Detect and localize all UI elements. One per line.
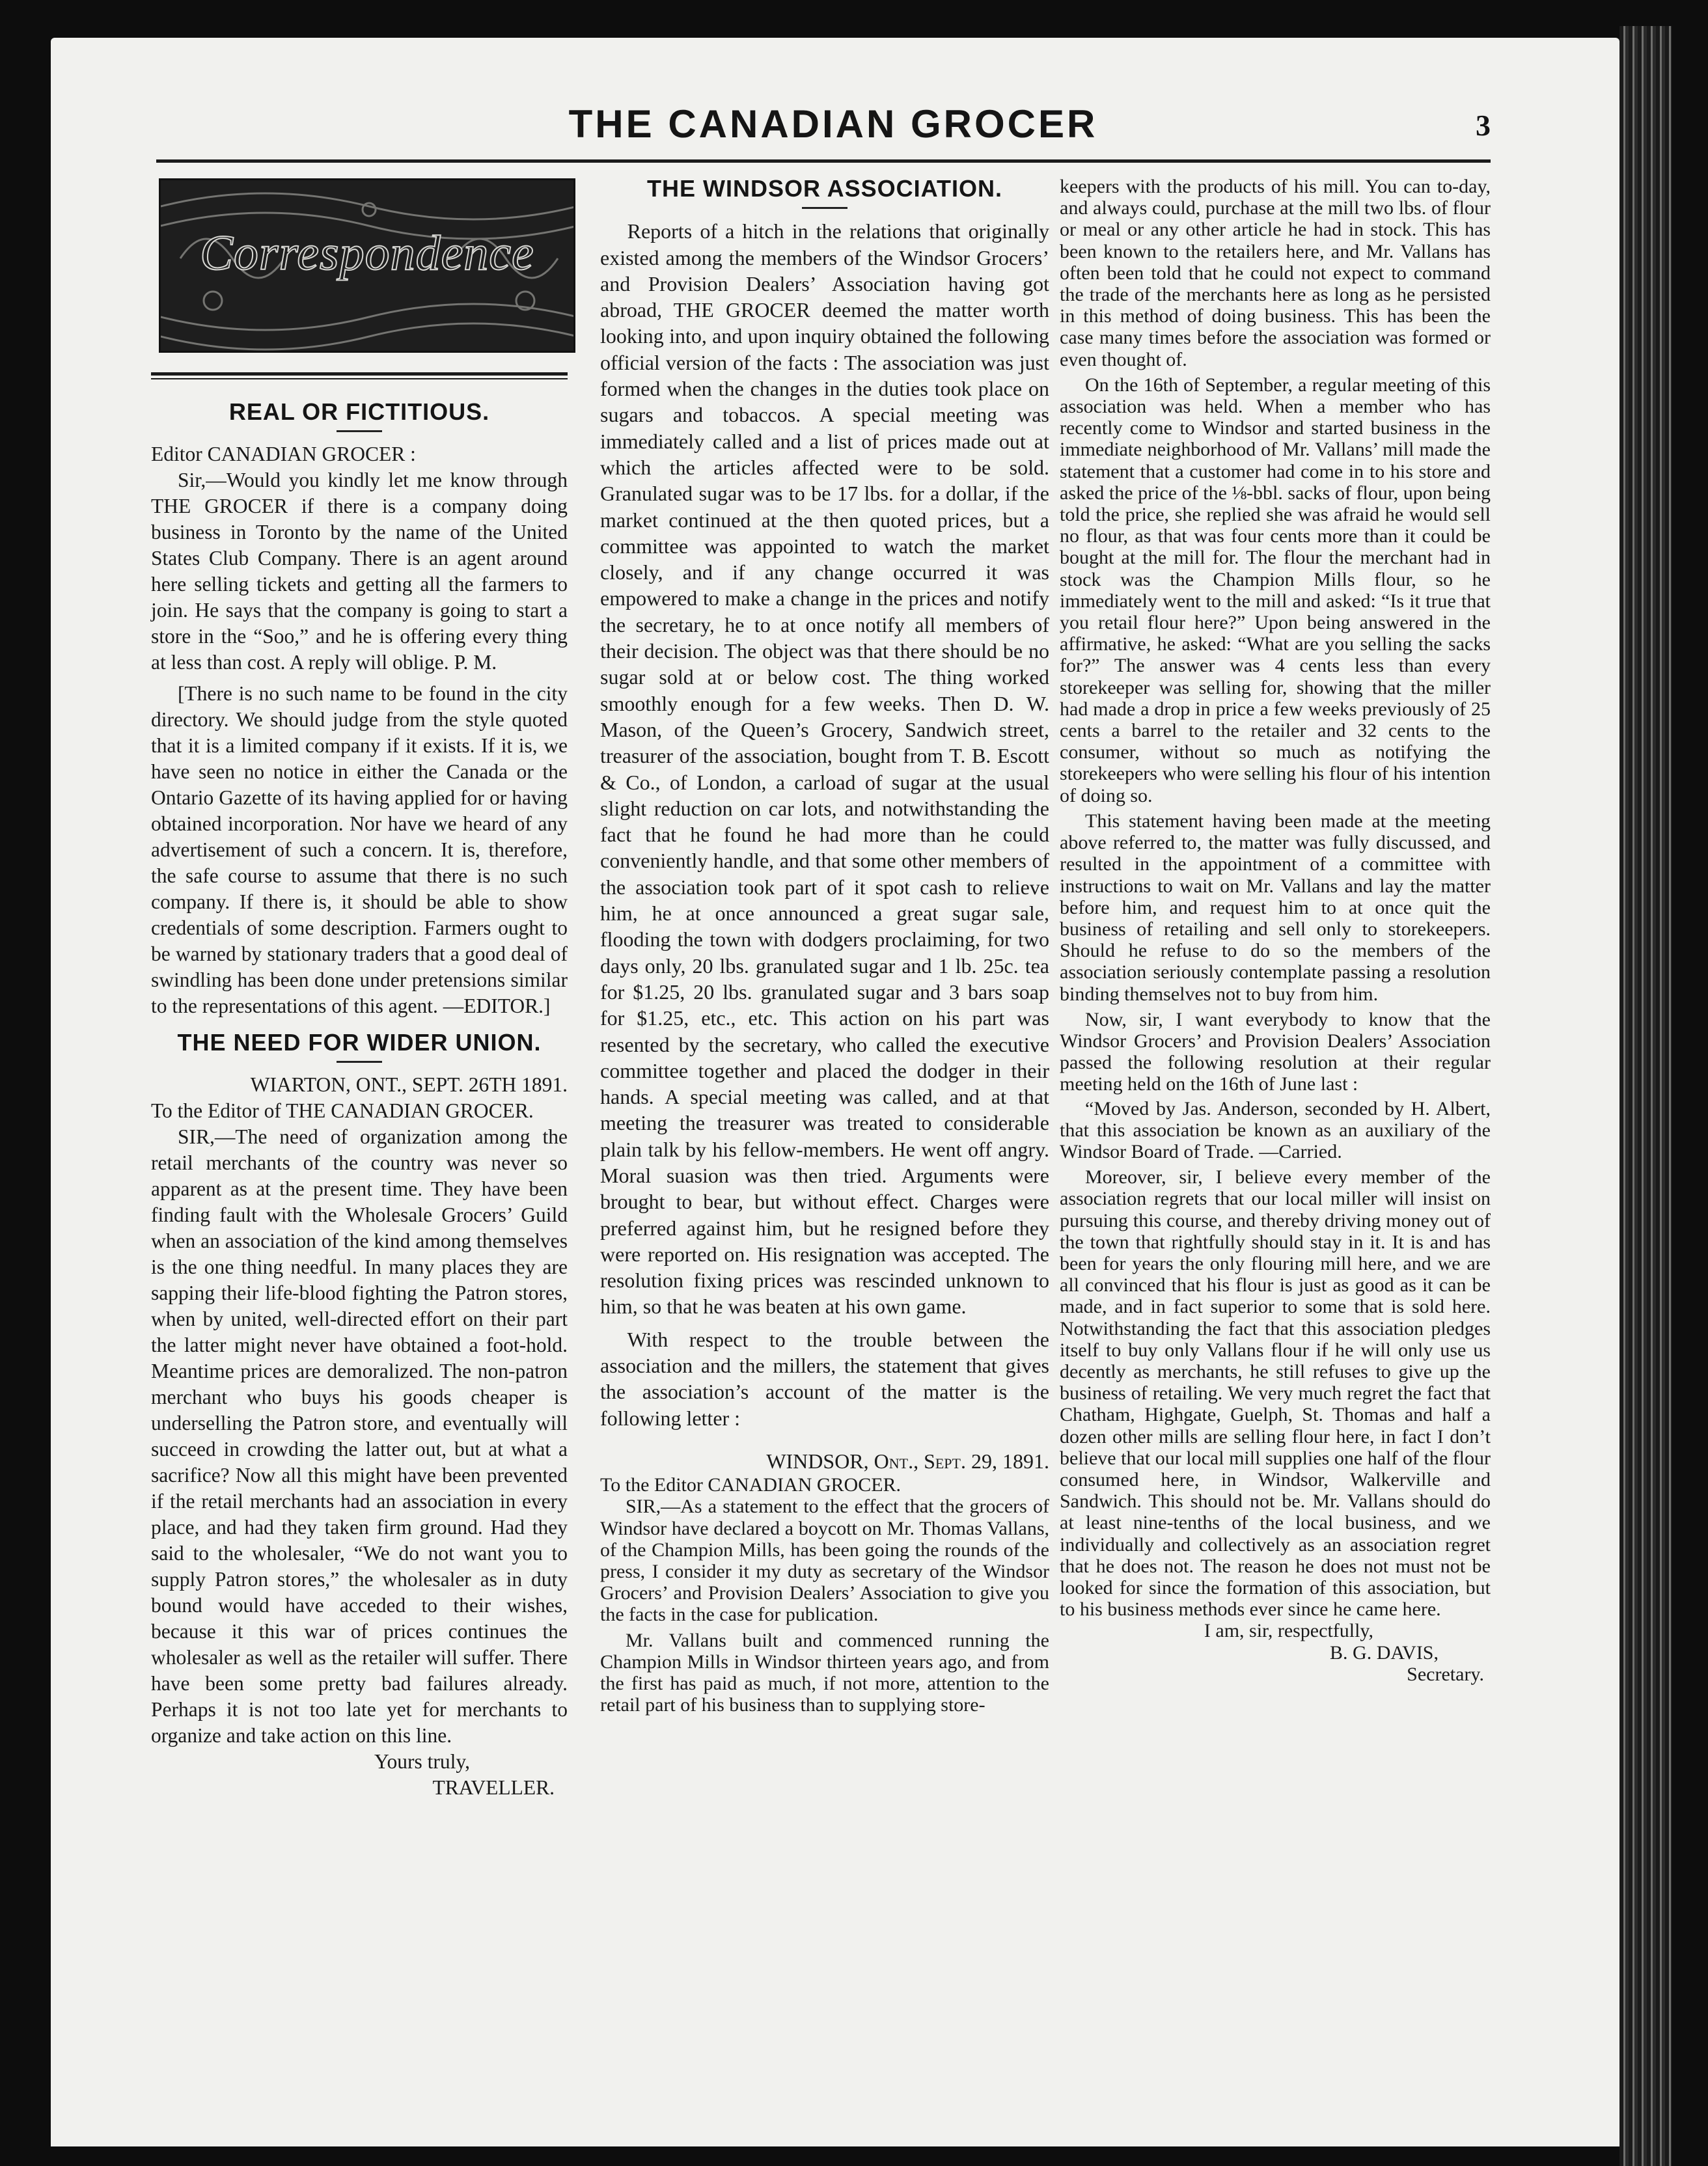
banner-rule xyxy=(151,372,568,379)
signature-name: B. G. DAVIS, xyxy=(1330,1641,1439,1664)
letter-addressee: To the Editor of THE CANADIAN GROCER. xyxy=(151,1099,534,1122)
title-dash xyxy=(337,430,382,432)
letter-salutation: Editor CANADIAN GROCER : xyxy=(151,443,416,465)
letter-addressee: To the Editor CANADIAN GROCER. xyxy=(600,1474,902,1496)
letter-body: SIR,—The need of organization among the retail merchants of the country was never so apparent as at the present time. They have been finding fault with the Wholesale Grocers’ Guild when an association of the kind among themselves is the one thing needful. In many places they are sapping their life-blood fighting the Patron stores, when by united, well-directed effort on their part the latter might never have obtained a foot-hold. Meantime prices are demoralized. The non-patron merchant who buys his goods cheaper is underselling the Patron store, and eventually will succeed in crowding the latter out, but at what a sacrifice? Now all this might have been prevented if the retail merchants had an association in every place, and had they taken firm ground. Had they said to the wholesaler, “We do not want you to supply Patron stores,” the wholesaler as in duty bound would have acceded to their wishes, because it this war of prices continues the wholesaler as well as the retailer will suffer. There have been some pretty bad failures already. Perhaps it is not too late yet for merchants to organize and take action on this line. xyxy=(151,1125,568,1747)
article-title-real-or-fictitious: REAL OR FICTITIOUS. xyxy=(228,398,490,425)
letter-signature: TRAVELLER. xyxy=(432,1776,555,1799)
signature-title: Secretary. xyxy=(1407,1663,1484,1685)
article-title-windsor-association: THE WINDSOR ASSOCIATION. xyxy=(647,175,1002,202)
article-paragraph: With respect to the trouble between the association and the millers, the statement that gives the association’s account of the matter is the following letter : xyxy=(600,1327,1049,1430)
letter-dateline: WINDSOR, Ont., Sept. 29, 1891. xyxy=(766,1449,1049,1473)
letter-closing: Yours truly, xyxy=(374,1750,470,1773)
banner-text: Correspondence xyxy=(200,226,534,281)
page-number: 3 xyxy=(1476,109,1491,142)
publication-title: THE CANADIAN GROCER xyxy=(568,102,1098,146)
letter-closing: I am, sir, respectfully, xyxy=(1204,1620,1373,1642)
letter-body: Moreover, sir, I believe every member of the association regrets that our local miller will insist on pursuing this course, and thereby driving money out of the town that rightfully should stay in it. It is and has been for years the only flouring mill here, and we are all convinced that his flour is just as good as it can be made, and in fact superior to some that is sold here. Notwithstanding the fact that this association pledges itself to buy only Vallans flour if he will only use us decently as merchants, he still refuses to give up the business of retailing. We very much regret the fact that Chatham, Highgate, Guelph, St. Thomas and half a dozen other mills are selling flour here, in fact I don’t believe that our local mill supplies one half of the flour consumed here, in Windsor, Walkerville and Sandwich. This should not be. Mr. Vallans should do at least nine-tenths of the local business, and we individually and collectively as an association regret that he does not. The reason he does not must not be looked for since the formation of this association, but to his business methods ever since he came here. xyxy=(1060,1166,1491,1621)
letter-body: keepers with the products of his mill. You can to-day, and always could, purchase at the mill two lbs. of flour or meal or any other article he had in stock. This has been known to the retailers here, and Mr. Vallans has often been told that he could not expect to command the trade of the merchants here as long as he persisted in this method of doing business. This has been the case many times before the association was formed or even thought of. xyxy=(1060,176,1491,370)
header-rule xyxy=(156,159,1491,163)
letter-body: This statement having been made at the meeting above referred to, the matter was fully discussed, and resulted in the appointment of a committee with instructions to wait on Mr. Vallans and lay the matter before him, and request him to at once quit the business of retailing and sell only to storekeepers. Should he refuse to do so the members of the association seriously contemplate passing a resolution binding themselves not to buy from him. xyxy=(1060,810,1491,1005)
column-2 xyxy=(600,176,1049,1716)
book-binding-edge xyxy=(1619,26,1672,2166)
letter-body: On the 16th of September, a regular meeting of this association was held. When a member who has recently come to Windsor and started business in the immediate neighborhood of Mr. Vallans’ mill made the statement that a customer had come in to his store and asked the price of the ⅛-bbl. sacks of flour, upon being told the price, she replied she was afraid he would sell no flour, as that was four cents more than it could be bought at the mill for. The flour the merchant had in stock was the Champion Mills flour, so he immediately went to the mill and asked: “Is it true that you retail flour here?” Upon being answered in the affirmative, he asked: “What are you selling the sacks for?” The answer was 4 cents less than every storekeeper was selling for, showing that the miller had made a drop in price a few weeks previously of 25 cents a barrel to the retailer and 32 cents to the consumer, without so much as notifying the storekeepers who were selling his flour of his intention of doing so. xyxy=(1060,374,1491,806)
editor-reply: [There is no such name to be found in the city directory. We should judge from the style quoted that it is a limited company if it exists. If it is, we have seen no notice in either the Canada or the Ontario Gazette of its having applied for or having obtained incorporation. Nor have we heard of any advertisement of such a concern. It is, therefore, the safe course to assume that there is no such company. If there is, it should be able to show credentials of some description. Farmers ought to be warned by stationary traders that a good deal of swindling has been done under pretensions similar to the representations of this agent. —EDITOR.] xyxy=(151,682,568,1017)
letter-dateline: WIARTON, ONT., SEPT. 26TH 1891. xyxy=(250,1073,568,1096)
title-dash xyxy=(337,1061,382,1063)
article-paragraph: Reports of a hitch in the relations that originally existed among the members of the Windsor Grocers’ and Provision Dealers’ Association having got abroad, THE GROCER deemed the matter worth looking into, and upon inquiry obtained the following official version of the facts : The association was just formed when the changes in the duties took place on sugars and tobaccos. A special meeting was immediately called and a list of prices made out at which the articles affected were to be sold. Granulated sugar was to be 17 lbs. for a dollar, if the market continued at the then quoted prices, but a committee was appointed to watch the market closely, and if any change occurred it was empowered to make a change in the prices and notify the secretary, he to at once notify all members of their decision. The object was that there should be no sugar sold at or below cost. The thing worked smoothly enough for a few weeks. Then D. W. Mason, of the Queen’s Grocery, Sandwich street, treasurer of the association, bought from T. B. Escott & Co., of London, a carload of sugar at the usual slight reduction on car lots, and notwithstanding the fact that he found he had more than he could conveniently handle, and that some other members of the association took part of it spot cash to relieve him, he at once announced a great sugar sale, flooding the town with dodgers proclaiming, for two days only, 20 lbs. granulated sugar and 1 lb. 25c. tea for $1.25, 20 lbs. granulated sugar and 3 bars soap for $1.25, etc., etc. This action on his part was resented by the secretary, who called the executive committee together and placed the dodger in their hands. A special meeting was called, and at that meeting the treasurer was treated to considerable plain talk by his fellow-members. He went off angry. Moral suasion was then tried. Arguments were brought to bear, but without effect. Charges were preferred against him, but he resigned before they were reported on. His resignation was accepted. The resolution fixing prices was rescinded unknown to him, so that he was beaten at his own game. xyxy=(600,219,1049,1319)
column-3 xyxy=(1060,176,1491,1685)
article-title-wider-union: THE NEED FOR WIDER UNION. xyxy=(177,1029,542,1056)
letter-body: Mr. Vallans built and commenced running the Champion Mills in Windsor thirteen years ago, and from the first has paid as much, if not more, attention to the retail part of his business than to supplying store- xyxy=(600,1629,1049,1716)
title-dash xyxy=(802,207,847,209)
letter-body: Now, sir, I want everybody to know that the Windsor Grocers’ and Provision Dealers’ Association passed the following resolution at their regular meeting held on the 16th of June last : xyxy=(1060,1008,1491,1095)
resolution-quote: “Moved by Jas. Anderson, seconded by H. Albert, that this association be known as an auxiliary of the Windsor Board of Trade. —Carried. xyxy=(1060,1097,1491,1162)
correspondence-banner xyxy=(159,178,575,353)
column-1 xyxy=(151,176,568,1801)
letter-body: SIR,—As a statement to the effect that the grocers of Windsor have declared a boycott on Mr. Thomas Vallans, of the Champion Mills, has been going the rounds of the press, I consider it my duty as secretary of the Windsor Grocers’ and Provision Dealers’ Association to give you the facts in the case for publication. xyxy=(600,1496,1049,1626)
letter-body: Sir,—Would you kindly let me know through THE GROCER if there is a company doing business in Toronto by the name of the United States Club Company. There is an agent around here selling tickets and getting all the farmers to join. He says that the company is going to start a store in the “Soo,” and he is offering every thing at less than cost. A reply will oblige. P. M. xyxy=(151,469,568,674)
page-header xyxy=(156,98,1510,169)
